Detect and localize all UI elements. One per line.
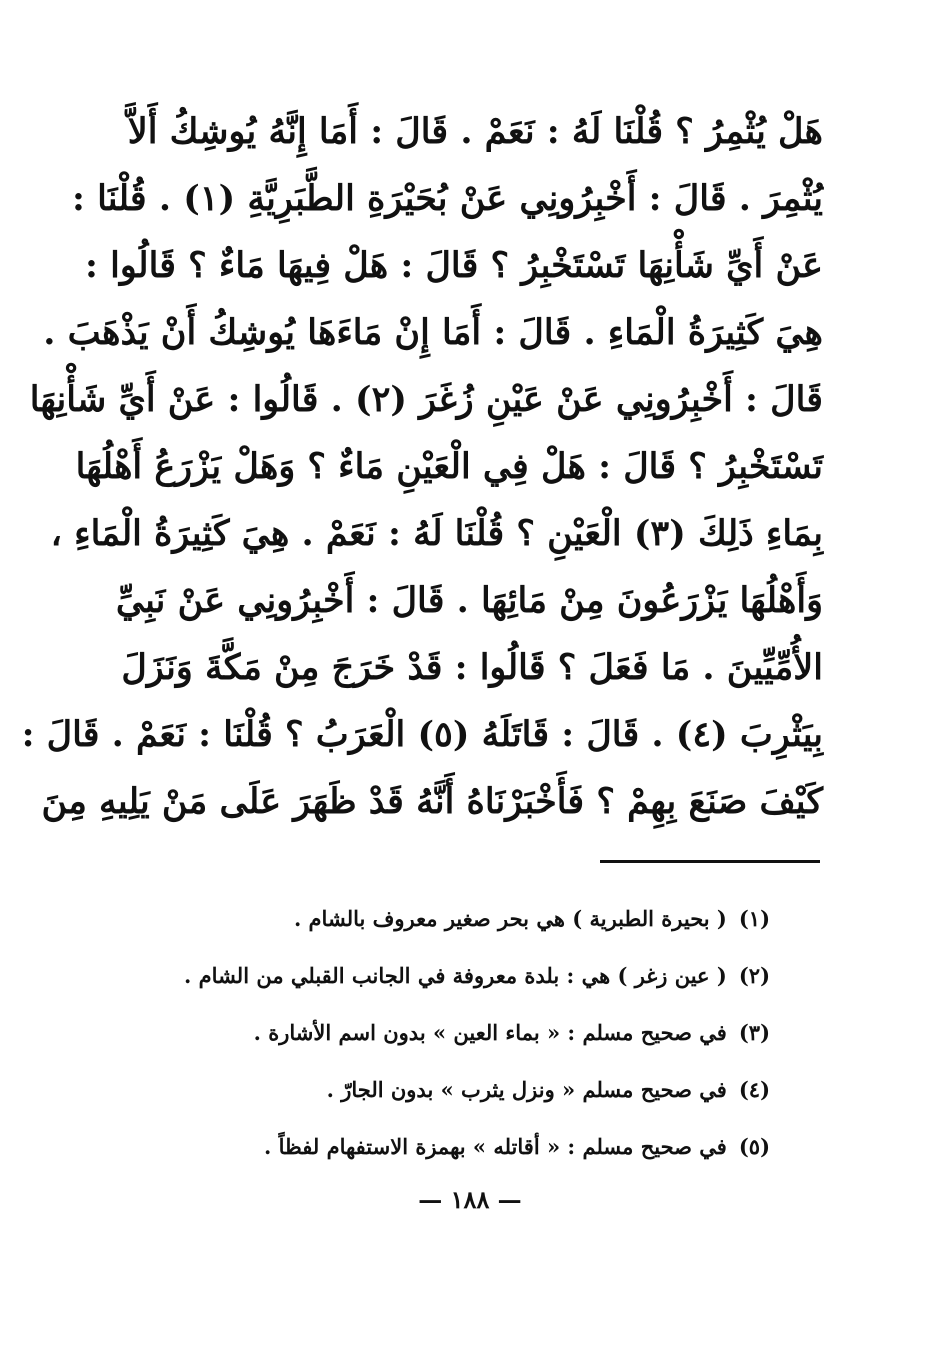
footnote-number: (٥) [738,1134,770,1159]
text-line-9: الأُمِّيِّينَ . مَا فَعَلَ ؟ قَالُوا : قَدْ خَرَجَ مِنْ مَكَّةَ وَنَزَلَ [121,647,823,688]
footnote-2 [184,947,770,1004]
text-line-2: يُثْمِرَ . قَالَ : أَخْبِرُونِي عَنْ بُحَيْرَةِ الطَّبَرِيَّةِ (١) . قُلْنَا : [72,178,823,219]
text-line-5: قَالَ : أَخْبِرُونِي عَنْ عَيْنِ زُغَرَ (٢) . قَالُوا : عَنْ أَيِّ شَأْنِهَا [29,379,823,420]
text-line-10: بِيَثْرِبَ (٤) . قَالَ : قَاتَلَهُ (٥) الْعَرَبُ ؟ قُلْنَا : نَعَمْ . قَالَ : [21,714,823,755]
text-line-3: عَنْ أَيِّ شَأْنِهَا تَسْتَخْبِرُ ؟ قَالَ : هَلْ فِيهَا مَاءٌ ؟ قَالُوا : [85,245,823,286]
footnote-3 [200,1004,770,1061]
footnote-text: في صحيح مسلم : « أقاتله » بهمزة الاستفهام لفظاً . [264,1134,727,1159]
footnote-number: (٣) [738,1020,770,1045]
footnote-number: (١) [738,906,770,931]
text-line-6: تَسْتَخْبِرُ ؟ قَالَ : هَلْ فِي الْعَيْنِ مَاءٌ ؟ وَهَلْ يَزْرَعُ أَهْلُهَا [75,446,823,487]
page-number: — ١٨٨ — [418,1185,522,1214]
text-line-11: كَيْفَ صَنَعَ بِهِمْ ؟ فَأَخْبَرْنَاهُ أَنَّهُ قَدْ ظَهَرَ عَلَى مَنْ يَلِيهِ مِنَ [41,781,823,822]
footnote-5 [200,1118,770,1175]
text-line-4: هِيَ كَثِيرَةُ الْمَاءِ . قَالَ : أَمَا إِنْ مَاءَهَا يُوشِكُ أَنْ يَذْهَبَ . [43,312,823,353]
text-line-8: وَأَهْلُهَا يَزْرَعُونَ مِنْ مَائِهَا . قَالَ : أَخْبِرُونِي عَنْ نَبِيِّ [115,580,823,621]
footnote-text: ( عين زغر ) هي : بلدة معروفة في الجانب القبلي من الشام . [184,963,727,988]
footnote-text: في صحيح مسلم : « بماء العين » بدون اسم الأشارة . [253,1020,727,1045]
footnote-text: ( بحيرة الطبرية ) هي بحر صغير معروف بالشام . [293,906,727,931]
main-text [21,98,823,835]
text-line-7: بِمَاءِ ذَلِكَ (٣) الْعَيْنِ ؟ قُلْنَا لَهُ : نَعَمْ . هِيَ كَثِيرَةُ الْمَاءِ ، [50,513,823,554]
footnote-number: (٢) [738,963,770,988]
footnote-number: (٤) [738,1077,770,1102]
footnote-1 [200,890,770,947]
footnotes [184,890,770,1175]
footnote-4 [200,1061,770,1118]
text-line-1: هَلْ يُثْمِرُ ؟ قُلْنَا لَهُ : نَعَمْ . قَالَ : أَمَا إِنَّهُ يُوشِكُ أَلاَّ [127,111,823,152]
footnote-text: في صحيح مسلم « ونزل يثرب » بدون الجارّ . [326,1077,727,1102]
footnote-separator [600,860,820,863]
